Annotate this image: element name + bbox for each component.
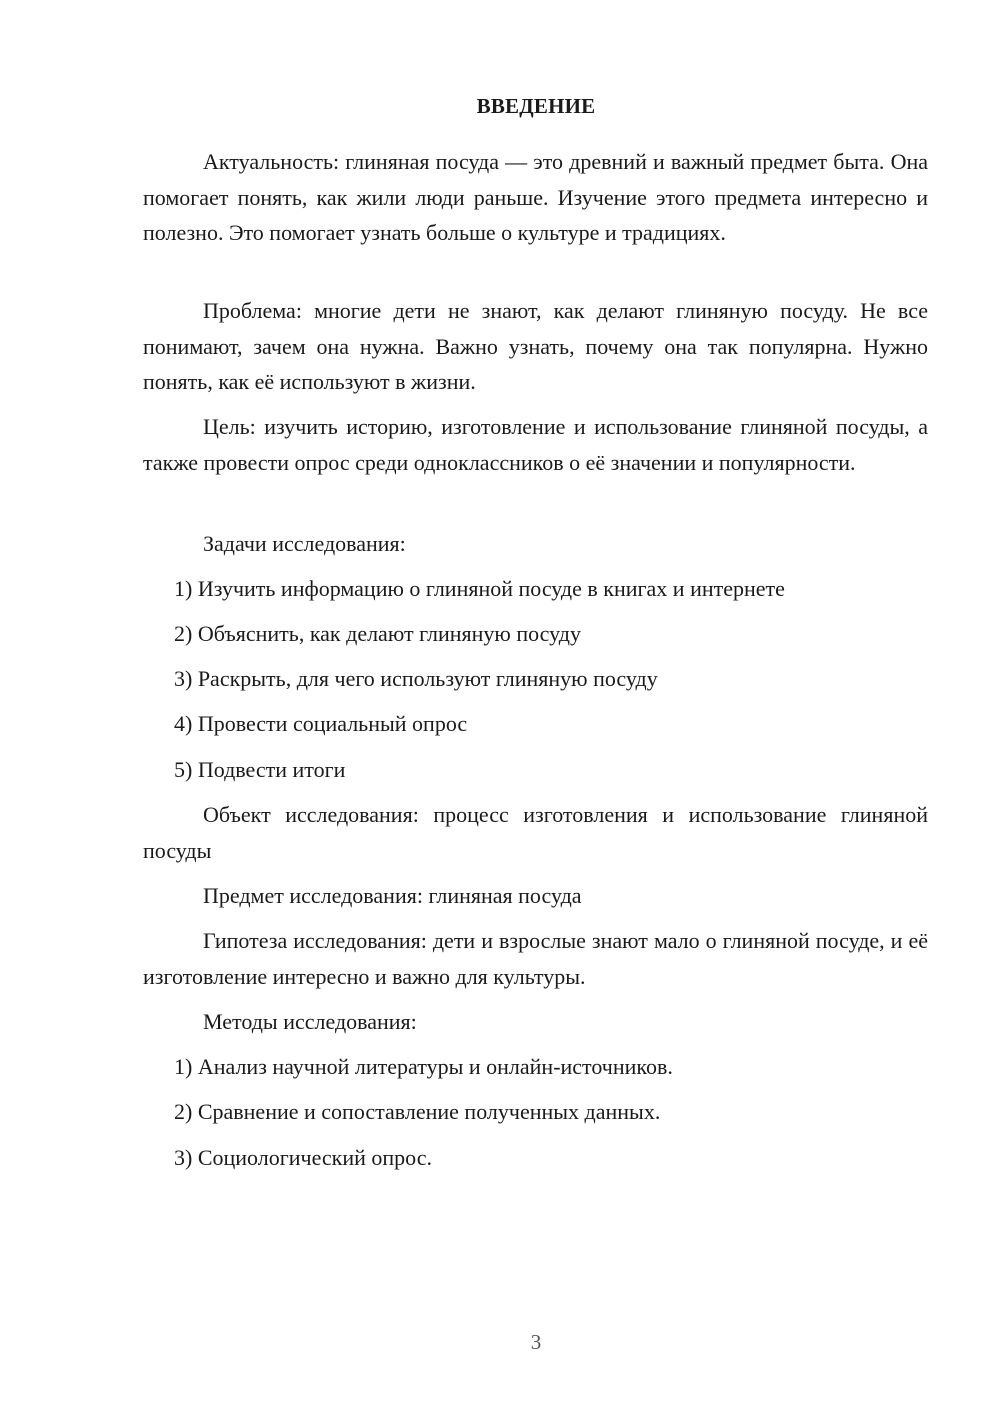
tasks-heading: Задачи исследования: bbox=[203, 531, 406, 556]
subject-line: Предмет исследования: глиняная посуда bbox=[203, 883, 582, 908]
task-item: 4) Провести социальный опрос bbox=[174, 711, 468, 736]
page-number: 3 bbox=[530, 1330, 542, 1354]
object-paragraph: Объект исследования: процесс изготовления и использование глиняной посуды bbox=[143, 802, 928, 863]
method-item: 1) Анализ научной литературы и онлайн-источников. bbox=[174, 1054, 673, 1079]
problem-paragraph: Проблема: многие дети не знают, как делают глиняную посуду. Не все понимают, зачем она нужна. Важно узнать, почему она так популярна. Нужно понять, как её используют в жизни. bbox=[143, 298, 928, 394]
methods-heading: Методы исследования: bbox=[203, 1009, 417, 1034]
task-item: 1) Изучить информацию о глиняной посуде в книгах и интернете bbox=[174, 576, 785, 601]
method-item: 3) Социологический опрос. bbox=[174, 1145, 432, 1170]
page-title: ВВЕДЕНИЕ bbox=[476, 94, 596, 118]
method-item: 2) Сравнение и сопоставление полученных данных. bbox=[174, 1099, 661, 1124]
task-item: 2) Объяснить, как делают глиняную посуду bbox=[174, 621, 581, 646]
goal-paragraph: Цель: изучить историю, изготовление и использование глиняной посуды, а также провести опрос среди одноклассников о её значении и популярности. bbox=[143, 414, 928, 475]
task-item: 3) Раскрыть, для чего используют глиняную посуду bbox=[174, 666, 658, 691]
task-item: 5) Подвести итоги bbox=[174, 757, 346, 782]
hypothesis-paragraph: Гипотеза исследования: дети и взрослые знают мало о глиняной посуде, и её изготовление интересно и важно для культуры. bbox=[143, 928, 928, 989]
relevance-paragraph: Актуальность: глиняная посуда — это древний и важный предмет быта. Она помогает понять, как жили люди раньше. Изучение этого предмета интересно и полезно. Это помогает узнать больше о культуре и традициях. bbox=[143, 149, 928, 245]
